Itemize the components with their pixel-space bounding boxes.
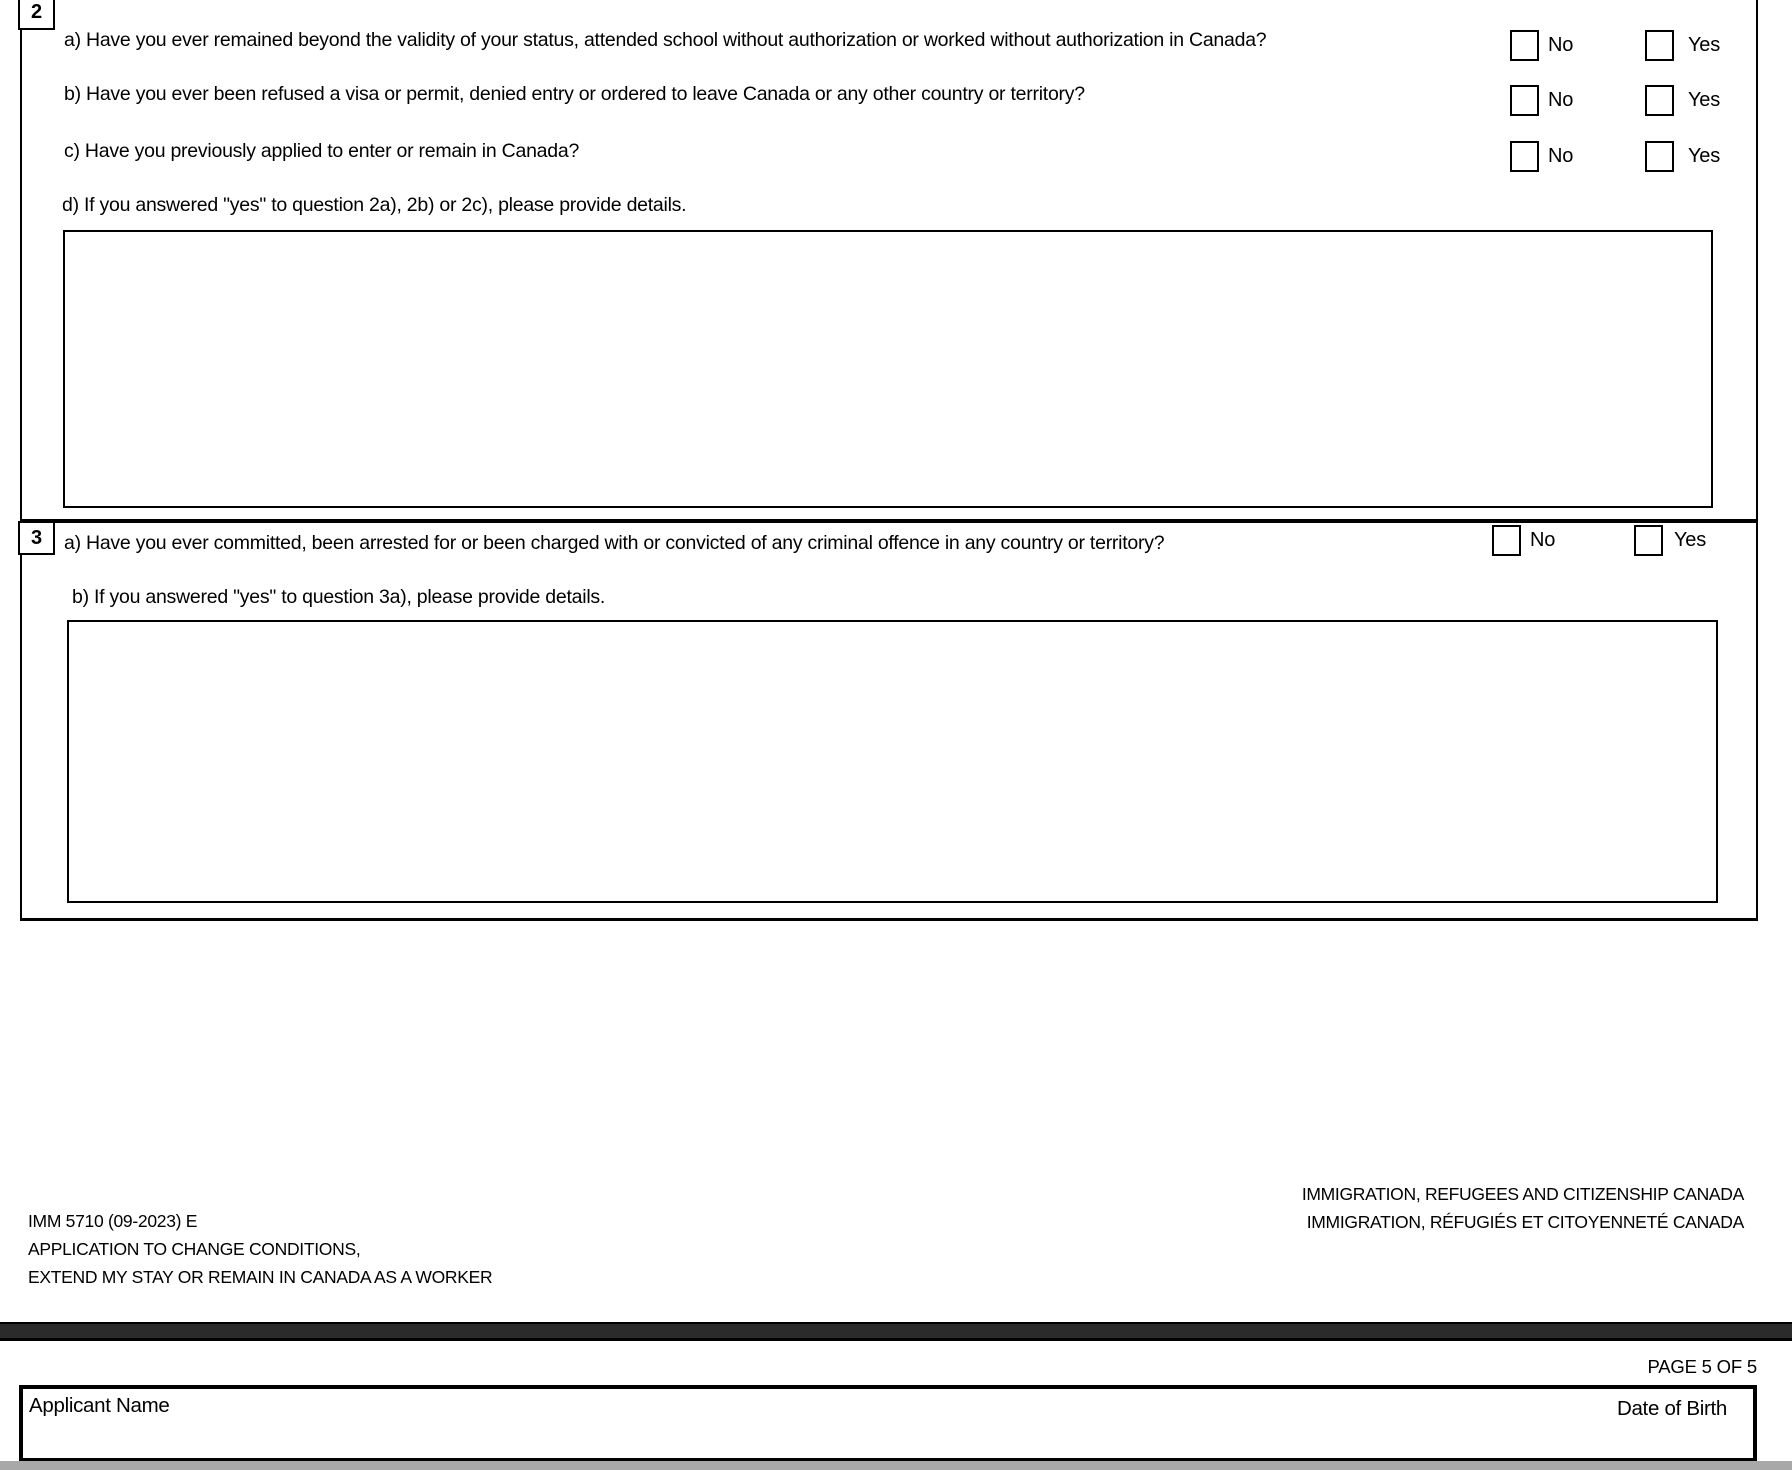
page-separator-bar: [0, 1322, 1792, 1341]
section-2-number: 2: [30, 1, 43, 23]
form-identification-block: [28, 1207, 492, 1291]
question-2d-label: d) If you answered "yes" to question 2a), 2b) or 2c), please provide details.: [62, 194, 687, 216]
question-3b-label: b) If you answered "yes" to question 3a), please provide details.: [72, 586, 606, 608]
department-name-block: [1302, 1180, 1744, 1236]
bottom-edge-strip: [0, 1461, 1792, 1470]
q2a-no-checkbox[interactable]: [1510, 30, 1539, 61]
question-3a-label: a) Have you ever committed, been arrested for or been charged with or convicted of any criminal offence in any country or territory?: [64, 532, 1165, 554]
form-number: IMM 5710 (09-2023) E: [28, 1211, 198, 1231]
applicant-name-input-area[interactable]: [29, 1421, 1429, 1457]
section-3-number: 3: [30, 527, 43, 549]
date-of-birth-input-area[interactable]: [1447, 1425, 1727, 1457]
q2a-no-label: No: [1548, 34, 1574, 56]
q2b-yes-label: Yes: [1688, 89, 1721, 111]
q2b-yes-checkbox[interactable]: [1645, 85, 1674, 116]
q2a-yes-checkbox[interactable]: [1645, 30, 1674, 61]
question-2a-label: a) Have you ever remained beyond the validity of your status, attended school without authorization or worked without authorization in Canada?: [64, 29, 1267, 51]
q2a-yes-label: Yes: [1688, 34, 1721, 56]
applicant-header-box: [19, 1385, 1757, 1462]
q2b-no-label: No: [1548, 89, 1574, 111]
question-2b-label: b) Have you ever been refused a visa or permit, denied entry or ordered to leave Canada or any other country or territory?: [64, 83, 1085, 105]
form-title-line1: APPLICATION TO CHANGE CONDITIONS,: [28, 1239, 361, 1259]
department-name-en: IMMIGRATION, REFUGEES AND CITIZENSHIP CANADA: [1301, 1184, 1744, 1204]
form-title-line2: EXTEND MY STAY OR REMAIN IN CANADA AS A WORKER: [28, 1267, 493, 1287]
question-2c-label: c) Have you previously applied to enter or remain in Canada?: [64, 140, 580, 162]
date-of-birth-label: Date of Birth: [1616, 1397, 1727, 1420]
page-indicator: PAGE 5 OF 5: [1647, 1356, 1757, 1377]
q2b-no-checkbox[interactable]: [1510, 85, 1539, 116]
applicant-name-label: Applicant Name: [29, 1394, 170, 1417]
q2c-yes-label: Yes: [1688, 145, 1721, 167]
question-3b-details-textarea[interactable]: [67, 620, 1718, 903]
section-2-number-badge: [18, 0, 55, 30]
q2c-yes-checkbox[interactable]: [1645, 141, 1674, 172]
section-3-number-badge: [18, 521, 55, 555]
q3a-no-label: No: [1530, 529, 1556, 551]
question-2d-details-textarea[interactable]: [63, 230, 1713, 508]
q3a-yes-checkbox[interactable]: [1634, 525, 1663, 556]
department-name-fr: IMMIGRATION, RÉFUGIÉS ET CITOYENNETÉ CANADA: [1306, 1212, 1744, 1232]
q3a-yes-label: Yes: [1674, 529, 1707, 551]
q3a-no-checkbox[interactable]: [1492, 525, 1521, 556]
q2c-no-label: No: [1548, 145, 1574, 167]
q2c-no-checkbox[interactable]: [1510, 141, 1539, 172]
